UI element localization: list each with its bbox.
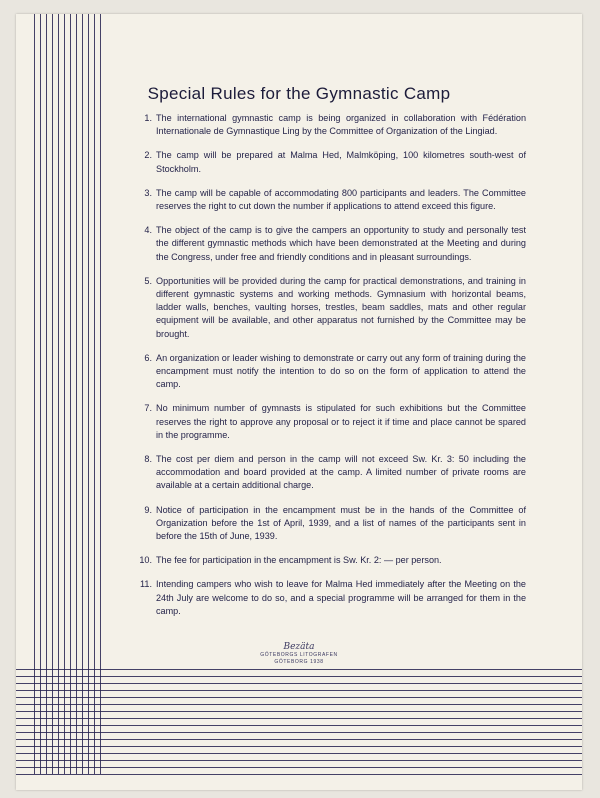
rule-text: Opportunities will be provided during the camp for practical demonstrations, and training in different gymnastic systems and working methods. Gymnasium with horizontal beams, ladder walls, benches, vaulting horses, trestles, beam saddles, mats and other regular equipment will be available, and other apparatus not furnished by the Committee may be brought. <box>156 275 526 339</box>
rule-number: 9. <box>144 504 152 515</box>
rule-text: The object of the camp is to give the campers an opportunity to study and personally test the different gymnastic methods which have been demonstrated at the Meeting and during the Congress, under free and friendly conditions and in pleasant surroundings. <box>156 225 526 262</box>
rule-item <box>132 504 526 544</box>
rule-text: Intending campers who wish to leave for Malma Hed immediately after the Meeting on the 24th July are welcome to do so, and a special programme will be arranged for them in the camp. <box>156 579 526 616</box>
rule-item <box>132 112 526 138</box>
rule-text: No minimum number of gymnasts is stipulated for such exhibitions but the Committee reserves the right to approve any proposal or to reject it if time and place cannot be spared in the programme. <box>156 403 526 440</box>
rule-text: The camp will be prepared at Malma Hed, Malmköping, 100 kilometres south-west of Stockholm. <box>156 150 526 174</box>
rule-number: 8. <box>144 454 152 465</box>
rule-number: 10. <box>139 555 152 566</box>
rule-text: The camp will be capable of accommodating 800 participants and leaders. The Committee reserves the right to cut down the number if applications to attend exceed this figure. <box>156 187 526 212</box>
rule-number: 11. <box>140 579 152 590</box>
rule-text: The international gymnastic camp is being organized in collaboration with Fédération Internationale de Gymnastique Ling by the Committee of Organization of the Lingiad. <box>156 113 526 137</box>
rule-number: 4. <box>144 225 152 236</box>
printer-name: GÖTEBORGS LITOGRAFEN <box>260 652 338 658</box>
horizontal-ruled-lines <box>16 669 582 775</box>
rules-list <box>132 112 526 629</box>
printer-imprint <box>16 642 582 666</box>
rule-item <box>132 275 526 341</box>
rule-item <box>132 453 526 493</box>
rule-item <box>132 187 526 213</box>
rule-item <box>132 402 526 442</box>
page-title: Special Rules for the Gymnastic Camp <box>147 84 451 103</box>
rule-item <box>132 578 526 618</box>
printer-place-year: GÖTEBORG 1938 <box>274 659 324 665</box>
rule-item <box>132 224 526 264</box>
rule-item <box>132 352 526 392</box>
rule-item <box>132 554 526 567</box>
rule-text: The fee for participation in the encampment is Sw. Kr. 2: — per person. <box>156 555 442 566</box>
rule-item <box>132 149 526 175</box>
rule-number: 1. <box>144 113 152 123</box>
printer-logo: Bezäta <box>283 642 315 652</box>
rule-number: 6. <box>144 352 152 363</box>
rule-number: 7. <box>144 403 152 414</box>
rule-number: 5. <box>144 275 152 286</box>
rule-text: An organization or leader wishing to demonstrate or carry out any form of training during the encampment must notify the intention to do so on the form of application to attend the camp. <box>156 352 526 390</box>
rule-number: 3. <box>144 187 152 198</box>
rule-text: Notice of participation in the encampment must be in the hands of the Committee of Organization before the 1st of April, 1939, and a list of names of the participants sent in before the 15th of June, 1939. <box>156 504 526 542</box>
rule-text: The cost per diem and person in the camp will not exceed Sw. Kr. 3: 50 including the accommodation and board provided at the camp. A limited number of private rooms are available at a certain additional charge. <box>156 454 526 491</box>
rule-number: 2. <box>144 150 152 161</box>
document-page <box>16 14 582 790</box>
